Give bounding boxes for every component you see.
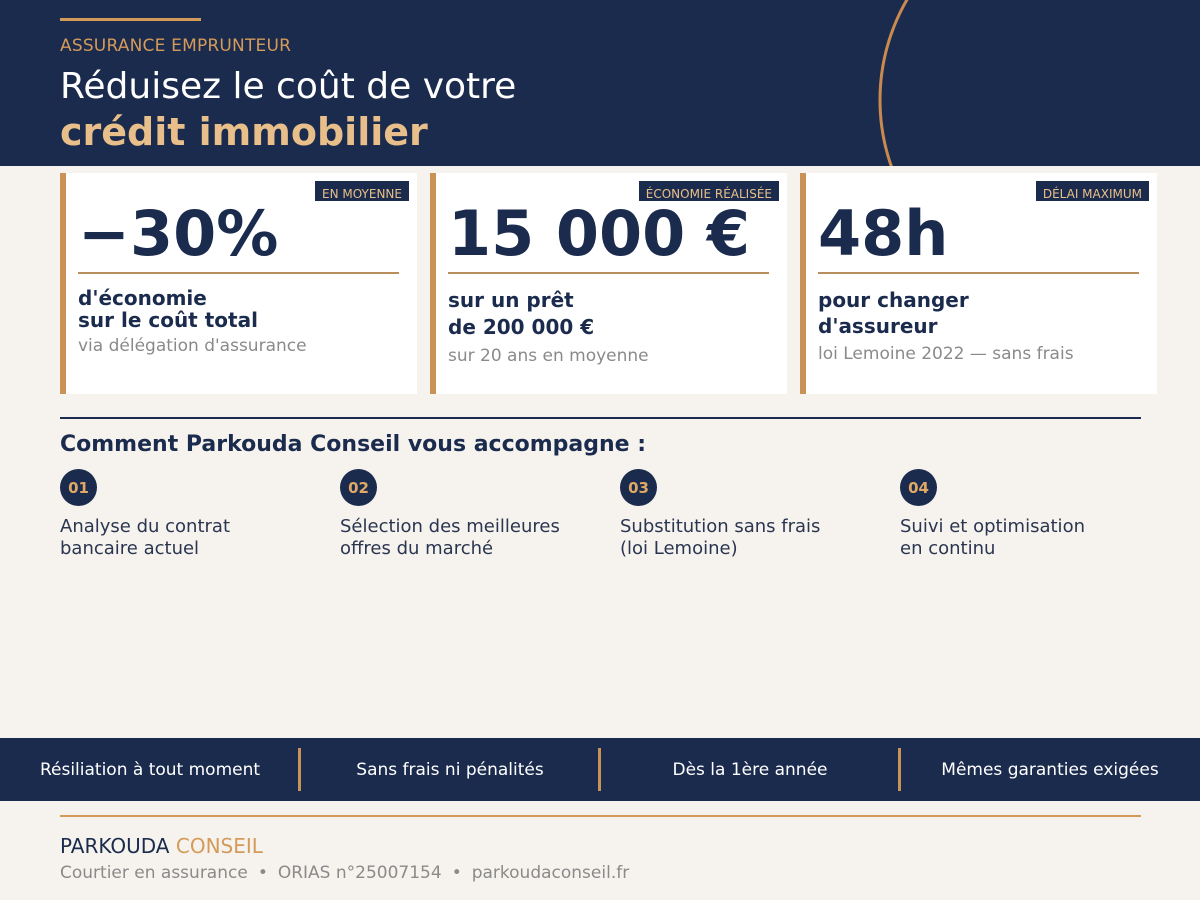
- card-description: [818, 287, 1148, 339]
- step-number-badge: 01: [60, 469, 97, 506]
- footer-separator: •: [451, 863, 462, 883]
- card-divider: [78, 272, 399, 274]
- step-text-line: offres du marché: [340, 538, 494, 559]
- card-description-line: sur un prêt: [448, 288, 574, 312]
- step-text: [900, 516, 1160, 560]
- header-eyebrow: ASSURANCE EMPRUNTEUR: [60, 36, 292, 56]
- brand-name-part2: CONSEIL: [175, 834, 263, 858]
- card-note: via délégation d'assurance: [78, 336, 307, 356]
- card-description-line: de 200 000 €: [448, 315, 595, 339]
- step-number-badge: 02: [340, 469, 377, 506]
- step-text-line: Suivi et optimisation: [900, 516, 1085, 537]
- footer-orias: ORIAS n°25007154: [277, 863, 442, 883]
- card-badge: ÉCONOMIE RÉALISÉE: [639, 181, 779, 201]
- card-badge: DÉLAI MAXIMUM: [1036, 181, 1149, 201]
- section-divider: [60, 417, 1141, 419]
- step-item: [620, 469, 880, 560]
- card-description-line: d'assureur: [818, 314, 938, 338]
- card-value: −30%: [78, 197, 279, 270]
- step-text-line: Analyse du contrat: [60, 516, 230, 537]
- step-item: [340, 469, 600, 560]
- page-title: Réduisez le coût de votre: [60, 66, 517, 107]
- card-badge: EN MOYENNE: [315, 181, 409, 201]
- card-description-line: d'économie: [78, 286, 207, 310]
- card-note: loi Lemoine 2022 — sans frais: [818, 344, 1074, 364]
- step-text-line: Sélection des meilleures: [340, 516, 560, 537]
- stat-card-savings-amount: [430, 173, 787, 394]
- step-text: [340, 516, 600, 560]
- step-item: [60, 469, 320, 560]
- card-divider: [818, 272, 1139, 274]
- footer-separator: •: [257, 863, 268, 883]
- step-number-badge: 03: [620, 469, 657, 506]
- footer-details: [60, 863, 629, 883]
- step-number-badge: 04: [900, 469, 937, 506]
- card-value: 48h: [818, 197, 949, 270]
- step-text-line: bancaire actuel: [60, 538, 200, 559]
- step-text: [620, 516, 880, 560]
- benefits-band: [0, 738, 1200, 801]
- card-note: sur 20 ans en moyenne: [448, 346, 649, 366]
- card-description-line: sur le coût total: [78, 308, 258, 332]
- card-value: 15 000 €: [448, 197, 751, 270]
- step-text-line: en continu: [900, 538, 996, 559]
- card-description-line: pour changer: [818, 288, 969, 312]
- stat-card-savings-percent: [60, 173, 417, 394]
- footer-divider: [60, 815, 1141, 817]
- step-text-line: Substitution sans frais: [620, 516, 821, 537]
- card-divider: [448, 272, 769, 274]
- footer-website-link[interactable]: parkoudaconseil.fr: [471, 863, 630, 883]
- benefit-item: Résiliation à tout moment: [39, 759, 261, 780]
- benefit-item: Sans frais ni pénalités: [356, 759, 544, 780]
- header-banner: [0, 0, 1200, 166]
- step-text-line: (loi Lemoine): [620, 538, 738, 559]
- section-title: Comment Parkouda Conseil vous accompagne :: [60, 432, 647, 457]
- stat-card-delay: [800, 173, 1157, 394]
- card-description: [78, 287, 408, 331]
- step-text: [60, 516, 320, 560]
- brand-name: [60, 834, 263, 858]
- card-description: [448, 287, 778, 341]
- footer-role: Courtier en assurance: [60, 863, 248, 883]
- benefit-item: Mêmes garanties exigées: [941, 759, 1159, 780]
- brand-name-part1: PARKOUDA: [60, 834, 170, 858]
- step-item: [900, 469, 1160, 560]
- page-title-highlight: crédit immobilier: [60, 110, 428, 154]
- benefit-item: Dès la 1ère année: [672, 759, 828, 780]
